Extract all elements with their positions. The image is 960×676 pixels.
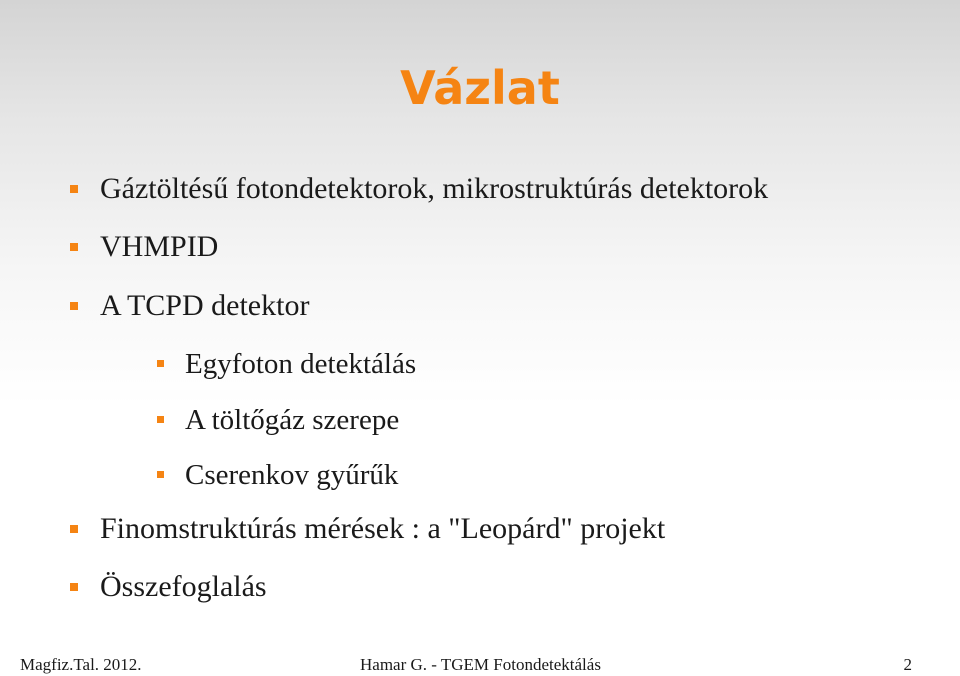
bullet-square-icon — [70, 185, 78, 193]
bullet-text: Cserenkov gyűrűk — [185, 459, 399, 491]
bullet-text: Gáztöltésű fotondetektorok, mikrostruktúrás detektorok — [100, 172, 769, 205]
bullet-square-icon — [157, 471, 164, 478]
bullet-square-icon — [70, 525, 78, 533]
bullet-text: Összefoglalás — [100, 570, 267, 603]
bullet-square-icon — [70, 302, 78, 310]
bullet-square-icon — [157, 416, 164, 423]
page-number: 2 — [903, 655, 912, 674]
slide-title: Vázlat — [400, 61, 560, 115]
footer-event: Magfiz.Tal. 2012. — [20, 655, 142, 674]
bullet-square-icon — [157, 360, 164, 367]
bullet-text: A TCPD detektor — [100, 289, 310, 322]
bullet-text: Finomstruktúrás mérések : a "Leopárd" projekt — [100, 512, 666, 545]
footer-author-title: Hamar G. - TGEM Fotondetektálás — [360, 655, 601, 674]
bullet-square-icon — [70, 243, 78, 251]
bullet-text: Egyfoton detektálás — [185, 348, 417, 380]
bullet-square-icon — [70, 583, 78, 591]
bullet-text: VHMPID — [100, 230, 219, 263]
bullet-text: A töltőgáz szerepe — [185, 404, 400, 436]
